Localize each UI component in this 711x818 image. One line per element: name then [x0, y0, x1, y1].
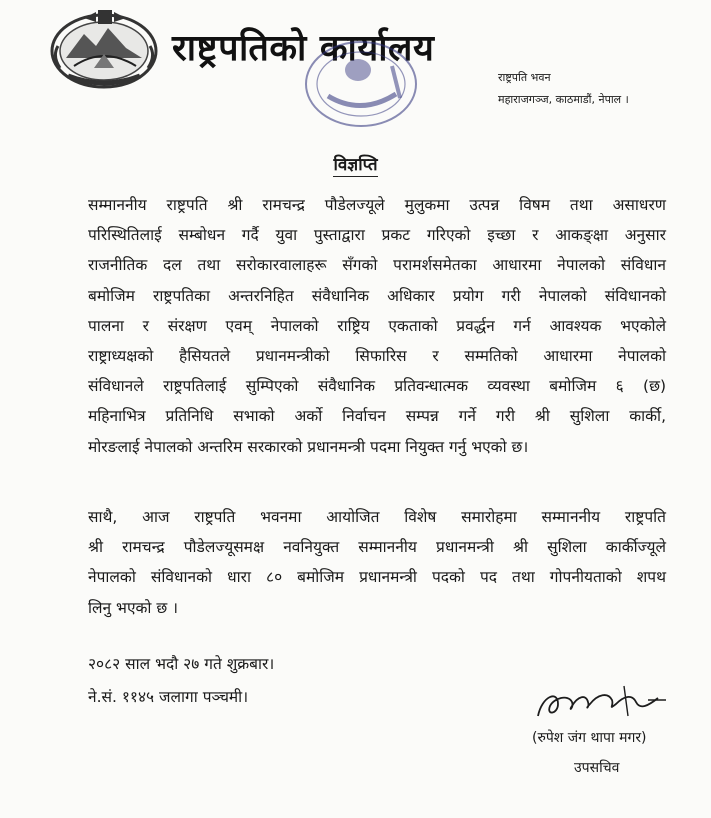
paragraph-1	[88, 190, 666, 462]
paragraph-line: श्री रामचन्द्र पौडेलज्यूसमक्ष नवनियुक्त सम्माननीय प्रधानमन्त्री श्री सुशिला कार्कीज्यूले	[88, 538, 666, 557]
paragraph-line: सम्माननीय राष्ट्रपति श्री रामचन्द्र पौडेलज्यूले मुलुकमा उत्पन्न विषम तथा असाधरण	[88, 196, 666, 214]
signatory-designation: उपसचिव	[574, 760, 620, 776]
paragraph-line: राष्ट्राध्यक्षको हैसियतले प्रधानमन्त्रीको सिफारिस र सम्मतिको आधारमा नेपालको	[88, 347, 666, 366]
paragraph-line: नेपालको संविधानको धारा ८० बमोजिम प्रधानमन्त्री पदको पद तथा गोपनीयताको शपथ	[88, 568, 666, 587]
signatory-name: (रुपेश जंग थापा मगर)	[532, 730, 647, 746]
date-nepal-sambat: ने.सं. ११४५ जलागा पञ्चमी।	[88, 688, 249, 706]
date-bikram-sambat: २०८२ साल भदौ २७ गते शुक्रबार।	[88, 655, 275, 673]
paragraph-line: बमोजिम राष्ट्रपतिका अन्तरनिहित संवैधानिक अधिकार प्रयोग गरी नेपालको संविधानको	[88, 286, 666, 305]
paragraph-line: लिनु भएको छ ।	[88, 598, 179, 617]
paragraph-line: महिनाभित्र प्रतिनिधि सभाको अर्को निर्वाचन सम्पन्न गर्ने गरी श्री सुशिला कार्की,	[88, 407, 666, 426]
address-line-1: राष्ट्रपति भवन	[498, 71, 551, 84]
paragraph-2	[88, 502, 666, 623]
address-line-2: महाराजगञ्ज, काठमाडौं, नेपाल ।	[498, 93, 629, 106]
office-name: राष्ट्रपतिको कार्यालय	[172, 28, 435, 69]
paragraph-line: राजनीतिक दल तथा सरोकारवालाहरू सँगको परामर्शसमेतका आधारमा नेपालको संविधान	[88, 256, 666, 275]
office-seal-stamp-icon	[300, 36, 422, 132]
paragraph-line: पालना र संरक्षण एवम् नेपालको राष्ट्रिय एकताको प्रवर्द्धन गर्न आवश्यक भएकोले	[88, 316, 666, 335]
paragraph-line: संविधानले राष्ट्रपतिलाई सुम्पिएको संवैधानिक प्रतिवन्धात्मक व्यवस्था बमोजिम ६ (छ)	[88, 377, 666, 396]
handwritten-signature-icon	[528, 676, 678, 726]
paragraph-line: मोरङलाई नेपालको अन्तरिम सरकारको प्रधानमन्त्री पदमा नियुक्त गर्नु भएको छ।	[88, 437, 529, 456]
nepal-emblem-icon	[44, 6, 164, 92]
paragraph-line: साथै, आज राष्ट्रपति भवनमा आयोजित विशेष समारोहमा सम्माननीय राष्ट्रपति	[88, 508, 666, 526]
paragraph-line: परिस्थितिलाई सम्बोधन गर्दै युवा पुस्ताद्वारा प्रकट गरिएको इच्छा र आकङ्क्षा अनुसार	[88, 226, 666, 245]
notice-title: विज्ञप्ति	[333, 155, 378, 175]
